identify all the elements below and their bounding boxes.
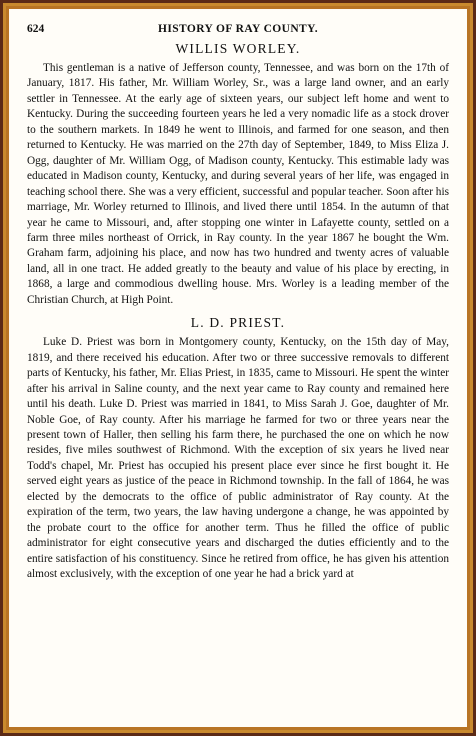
running-title: HISTORY OF RAY COUNTY. [157, 23, 319, 35]
running-header [27, 23, 449, 35]
section-willis-worley [27, 41, 449, 308]
section-heading: L. D. PRIEST. [190, 315, 286, 331]
outer-frame [3, 3, 473, 733]
document-page [9, 9, 467, 727]
section-ld-priest [27, 315, 449, 582]
section-heading: WILLIS WORLEY. [175, 41, 301, 56]
section-body: This gentleman is a native of Jefferson county, Tennessee, and was born on the 17th of January, 1817. His father, Mr. William Worley, Sr., was a large land owner, and an early settler in Tennessee. At the early age of sixteen years, our subject left home and went to Kentucky. During the succeeding fourteen years he led a very nomadic life as a stock drover to the southern markets. In 1849 he went to Illinois, and farmed for one season, and then returned to Kentucky. He was married on the 27th day of September, 1849, to Miss Eliza J. Ogg, daughter of Mr. William Ogg, of Madison county, Kentucky. This estimable lady was educated in Madison county, Kentucky, and during several years of her life, was engaged in teaching school there. She was a very efficient, successful and popular teacher. Soon after his marriage, Mr. Worley returned to Illinois, and lived there until 1854. In the autumn of that year he came to Missouri, and, after stopping one winter in Lafayette county, settled on a farm three miles northeast of Orrick, in Ray county. In the year 1867 he bought the Wm. Graham farm, adjoining his place, and now has two hundred and twenty acres of valuable land, all in one tract. He added greatly to the beauty and value of his place by erecting, in 1868, a large and commodious dwelling house. Mrs. Worley is a leading member of the Christian Church, at High Point. [27, 62, 449, 306]
section-body: Luke D. Priest was born in Montgomery county, Kentucky, on the 15th day of May, 1819, and there received his education. After two or three successive removals to different parts of Kentucky, his father, Mr. Elias Priest, in 1835, came to Missouri. He spent the winter after his arrival in Saline county, and the next year came to Ray county and remained here until his death. Luke D. Priest was married in 1841, to Miss Sarah J. Goe, daughter of Mr. Noble Goe, of Ray county. After his marriage he farmed for two or three years near the present town of Haller, then selling his farm there, he purchased the one on which he now resides, five miles southwest of Richmond. With the exception of six years he lived near Todd's chapel, Mr. Priest has occupied his present place ever since he first bought it. He served eight years as justice of the peace in Richmond township. In the fall of 1864, he was elected by the democrats to the office of public administrator of Ray county. At the expiration of the term, two years, the law having undergone a change, he was appointed by the probate court to the office for another term. Thus he filled the office of public administrator for eight consecutive years and discharged the duties efficiently and to the entire satisfaction of his constituency. Since he retired from office, he has given his attention almost exclusively, with the exception of one year he had a brick yard at [27, 336, 449, 581]
page-number: 624 [27, 23, 45, 35]
inner-frame [6, 6, 470, 730]
